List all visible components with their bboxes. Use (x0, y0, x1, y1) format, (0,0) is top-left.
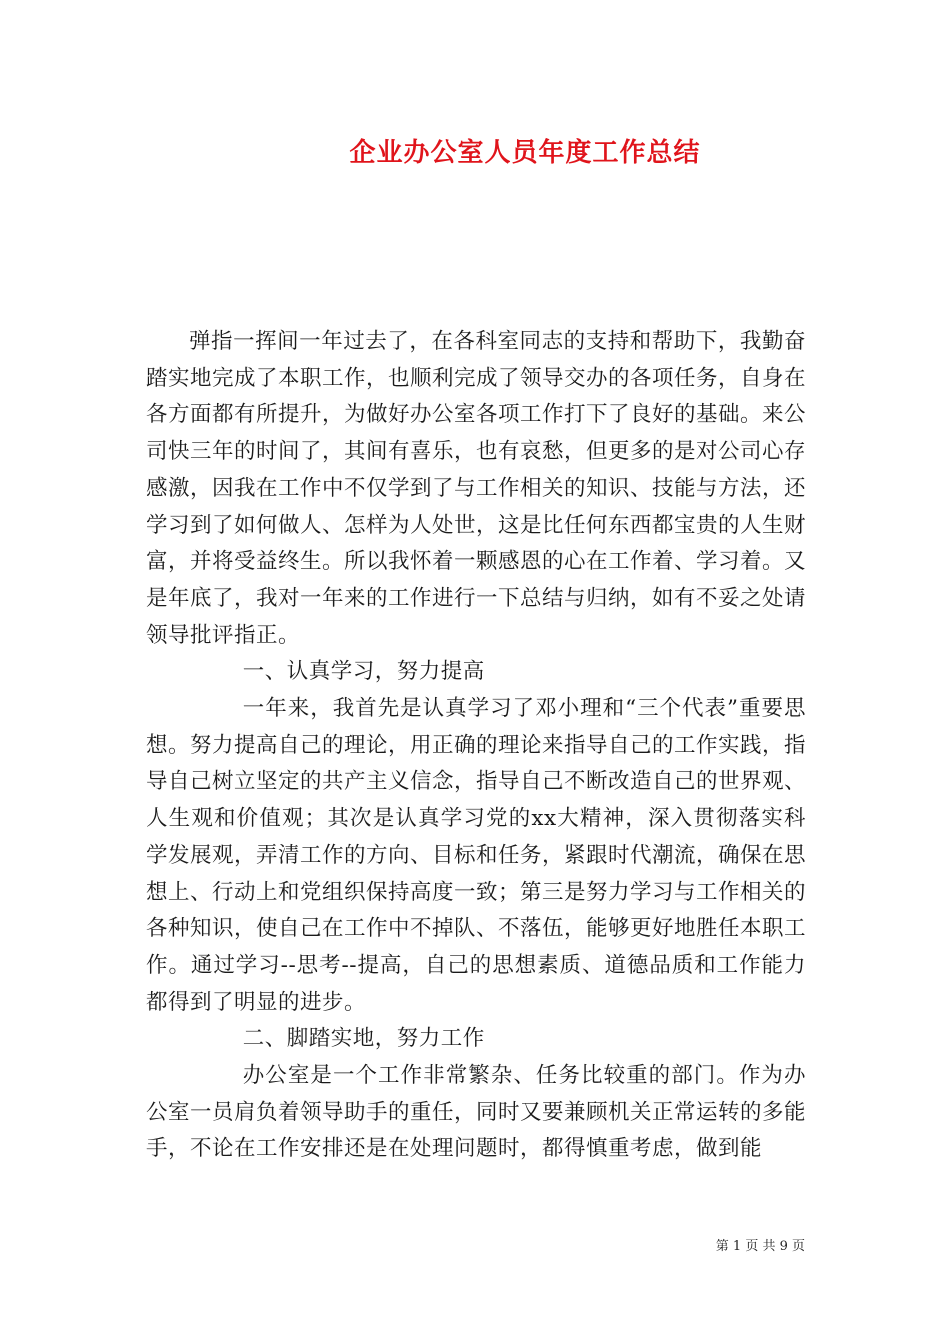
document-title: 企业办公室人员年度工作总结 (349, 138, 701, 168)
section-heading-2: 二、脚踏实地，努力工作 (242, 1026, 485, 1052)
document-body (146, 324, 806, 1168)
intro-paragraph: 弹指一挥间一年过去了，在各科室同志的支持和帮助下，我勤奋踏实地完成了本职工作，也顺利完成了领导交办的各项任务，自身在各方面都有所提升，为做好办公室各项工作打下了良好的基础。来公司快三年的时间了，其间有喜乐，也有哀愁，但更多的是对公司心存感激，因我在工作中不仅学到了与工作相关的知识、技能与方法，还学习到了如何做人、怎样为人处世，这是比任何东西都宝贵的人生财富，并将受益终生。所以我怀着一颗感恩的心在工作着、学习着。又是年底了，我对一年来的工作进行一下总结与归纳，如有不妥之处请领导批评指正。 (146, 329, 807, 648)
section-1-paragraph: 一年来，我首先是认真学习了邓小理和“三个代表”重要思想。努力提高自己的理论，用正确的理论来指导自己的工作实践，指导自己树立坚定的共产主义信念，指导自己不断改造自己的世界观、人生观和价值观；其次是认真学习党的xx大精神，深入贯彻落实科学发展观，弄清工作的方向、目标和任务，紧跟时代潮流，确保在思想上、行动上和党组织保持高度一致；第三是努力学习与工作相关的各种知识，使自己在工作中不掉队、不落伍，能够更好地胜任本职工作。通过学习--思考--提高，自己的思想素质、道德品质和工作能力都得到了明显的进步。 (146, 696, 807, 1015)
section-heading-1: 一、认真学习，努力提高 (242, 659, 485, 685)
page-number-footer: 第 1 页 共 9 页 (715, 1239, 805, 1254)
section-2-paragraph: 办公室是一个工作非常繁杂、任务比较重的部门。作为办公室一员肩负着领导助手的重任，同时又要兼顾机关正常运转的多能手，不论在工作安排还是在处理问题时，都得慎重考虑，做到能 (146, 1063, 807, 1162)
